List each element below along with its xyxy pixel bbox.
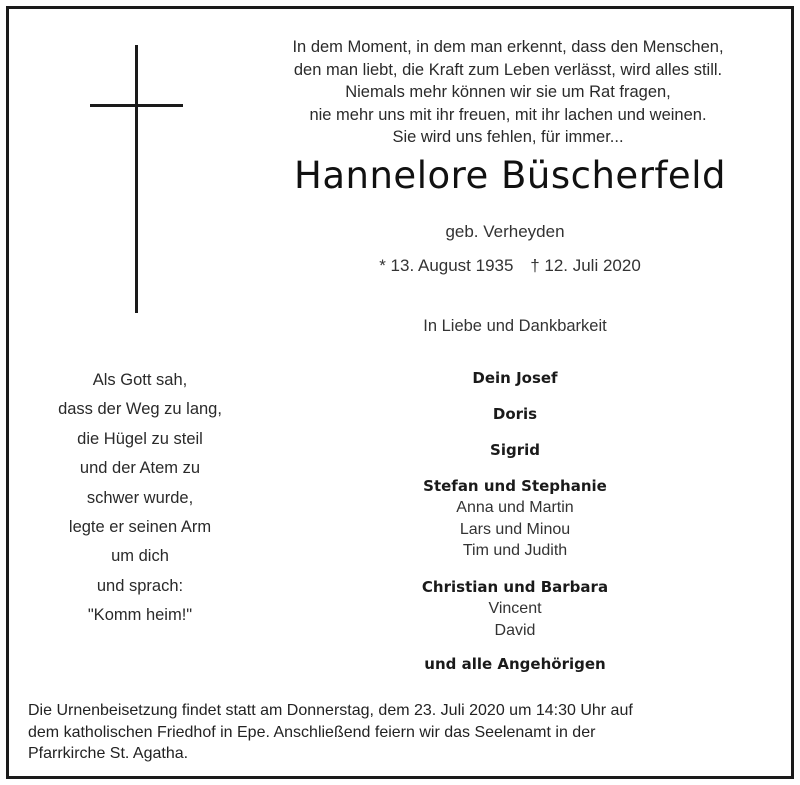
cross-icon-bar (90, 104, 183, 107)
poem-line: schwer wurde, (86, 488, 194, 507)
poem-line: legte er seinen Arm (68, 518, 212, 537)
grandchildren-group (390, 598, 640, 641)
quote-line: nie mehr uns mit ihr freuen, mit ihr lachen und weinen. (309, 105, 707, 124)
quote-line: Sie wird uns fehlen, für immer... (392, 128, 624, 146)
poem-line: und der Atem zu (79, 459, 201, 478)
poem-line: um dich (111, 547, 169, 566)
mourner-child: Stefan und Stephanie (423, 477, 607, 495)
dedication: In Liebe und Dankbarkeit (423, 317, 607, 335)
mourner-child: Christian und Barbara (421, 578, 609, 596)
mourner-others: und alle Angehörigen (424, 655, 606, 673)
quote-line: Niemals mehr können wir sie um Rat fragen, (345, 83, 671, 101)
notice-line: Die Urnenbeisetzung findet statt am Donnerstag, dem 23. Juli 2020 um 14:30 Uhr auf (28, 702, 633, 719)
poem-line: Als Gott sah, (92, 371, 188, 389)
cross-icon (135, 45, 138, 313)
life-dates (340, 256, 680, 276)
poem-line: die Hügel zu steil (77, 429, 203, 448)
poem-line: und sprach: (96, 576, 184, 595)
poem-line: dass der Weg zu lang, (58, 400, 222, 419)
poem-line: "Komm heim!" (87, 606, 193, 625)
opening-quote (263, 36, 753, 149)
notice-line: dem katholischen Friedhof in Epe. Anschließend feiern wir das Seelenamt in der (28, 723, 596, 741)
quote-line: In dem Moment, in dem man erkennt, dass den Menschen, (292, 38, 724, 56)
poem (25, 366, 255, 631)
grandchild-line: David (494, 621, 536, 639)
grandchild-line: Anna und Martin (456, 499, 574, 516)
grandchildren-group (390, 497, 640, 562)
maiden-name: geb. Verheyden (445, 222, 565, 241)
grandchild-line: Tim und Judith (462, 542, 568, 559)
funeral-notice (28, 700, 778, 765)
grandchild-line: Lars und Minou (459, 520, 571, 538)
deceased-name: Hannelore Büscherfeld (294, 154, 726, 197)
mourner-spouse: Dein Josef (472, 369, 558, 387)
birth-date: * 13. August 1935 (379, 256, 514, 275)
notice-line: Pfarrkirche St. Agatha. (28, 745, 189, 762)
grandchild-line: Vincent (488, 600, 542, 617)
mourner-child: Sigrid (490, 441, 540, 459)
death-date: † 12. Juli 2020 (530, 256, 641, 275)
quote-line: den man liebt, die Kraft zum Leben verlässt, wird alles still. (293, 60, 723, 79)
mourner-child: Doris (492, 405, 538, 423)
